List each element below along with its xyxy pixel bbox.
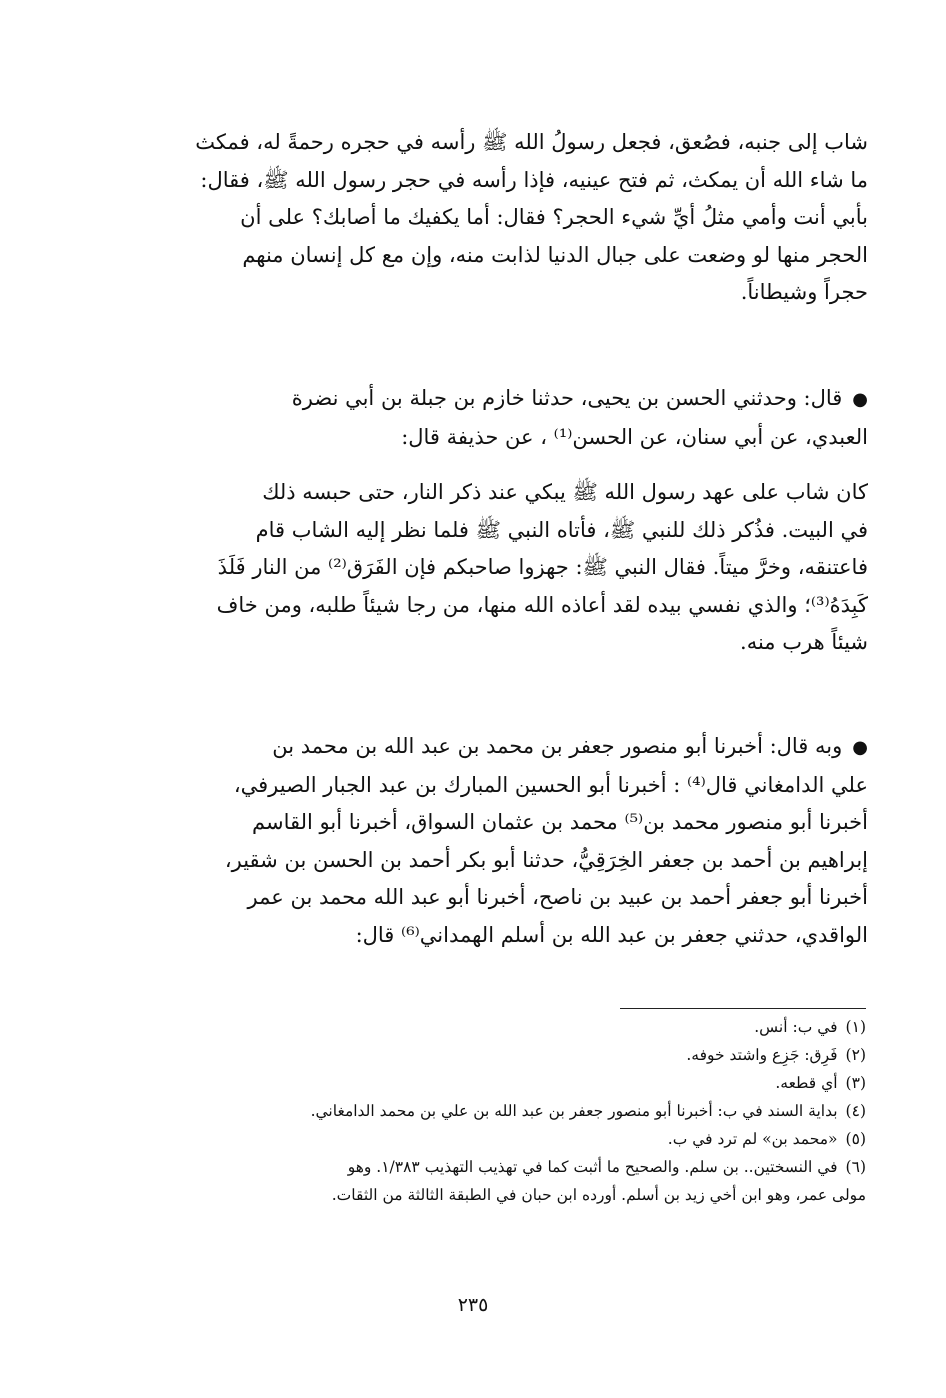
footnote-number: (٢): [845, 1046, 866, 1064]
paragraph-line: [138, 728, 868, 767]
paragraph-3: [138, 474, 868, 662]
footnote-2: [138, 1041, 866, 1069]
footnote-number: (٥): [845, 1130, 866, 1148]
paragraph-line-text: وبه قال: أخبرنا أبو منصور جعفر بن محمد بن عبد الله بن محمد بن: [272, 734, 843, 758]
paragraph-line: [138, 380, 868, 419]
paragraph-line: أخبرنا أبو منصور محمد بن⁽⁵⁾ محمد بن عثمان السواق، أخبرنا أبو القاسم: [252, 810, 868, 834]
paragraph-line: كَبِدَهُ⁽³⁾؛ والذي نفسي بيده لقد أعاذه الله منها، من رجا شيئاً طلبه، ومن خاف: [216, 592, 868, 617]
paragraph-line: ما شاء الله أن يمكث، ثم فتح عينيه، فإذا رأسه في حجر رسول الله ﷺ، فقال:: [200, 167, 868, 192]
paragraph-line: شيئاً هرب منه.: [740, 630, 868, 654]
footnote-text: فَرِق: جَزِع واشتد خوفه.: [686, 1046, 838, 1064]
footnote-number: (١): [845, 1018, 866, 1036]
footnote-number: (٣): [845, 1074, 866, 1092]
footnote-5: [138, 1125, 866, 1153]
paragraph-line: كان شاب على عهد رسول الله ﷺ يبكي عند ذكر النار، حتى حبسه ذلك: [262, 480, 868, 504]
paragraph-line: العبدي، عن أبي سنان، عن الحسن⁽¹⁾ ، عن حذيفة قال:: [401, 424, 868, 449]
footnote-text: في النسختين.. بن سلم. والصحيح ما أثبت كما في تهذيب التهذيب ١/٣٨٣. وهو: [347, 1158, 838, 1176]
footnote-text: مولى عمر، وهو ابن أخي زيد بن أسلم. أورده ابن حبان في الطبقة الثالثة من الثقات.: [331, 1186, 866, 1204]
paragraph-2: [138, 380, 868, 456]
paragraph-4: [138, 728, 868, 954]
footnotes: [138, 1013, 866, 1209]
paragraph-line: فاعتنقه، وخرَّ ميتاً. فقال النبي ﷺ: جهزوا صاحبكم فإن الفَرَق⁽²⁾ من النار فَلَذَ: [217, 555, 868, 579]
footnote-3: [138, 1069, 866, 1097]
paragraph-line: في البيت. فذُكر ذلك للنبي ﷺ، فأتاه النبي ﷺ فلما نظر إليه الشاب قام: [255, 517, 868, 542]
paragraph-line: علي الدامغاني قال⁽⁴⁾ : أخبرنا أبو الحسين المبارك بن عبد الجبار الصيرفي،: [233, 772, 868, 797]
paragraph-1: [138, 124, 868, 312]
footnote-text: أي قطعه.: [775, 1074, 838, 1092]
footnote-text: «محمد بن» لم ترد في ب.: [667, 1130, 838, 1148]
paragraph-line: الواقدي، حدثني جعفر بن عبد الله بن أسلم الهمداني⁽⁶⁾ قال:: [355, 922, 868, 947]
bullet-icon: ●: [852, 737, 868, 758]
paragraph-line: إبراهيم بن أحمد بن جعفر الخِرَقِيُّ، حدثنا أبو بكر أحمد بن الحسن بن شقير،: [224, 847, 868, 872]
paragraph-line: أخبرنا أبو جعفر أحمد بن عبيد بن ناصح، أخبرنا أبو عبد الله محمد بن عمر: [247, 885, 868, 909]
bullet-icon: ●: [852, 389, 868, 410]
paragraph-line: الحجر منها لو وضعت على جبال الدنيا لذابت منه، وإن مع كل إنسان منهم: [242, 242, 868, 267]
footnote-number: (٦): [845, 1158, 866, 1176]
page-number: ٢٣٥: [457, 1294, 489, 1316]
paragraph-line: شاب إلى جنبه، فصُعق، فجعل رسولُ الله ﷺ رأسه في حجره رحمةً له، فمكث: [195, 130, 868, 154]
paragraph-line: حجراً وشيطاناً.: [740, 280, 868, 304]
footnote-separator: [620, 1008, 866, 1009]
paragraph-line: بأبي أنت وأمي مثلُ أيِّ شيء الحجر؟ فقال: أما يكفيك ما أصابك؟ على أن: [240, 205, 868, 229]
footnote-number: (٤): [845, 1102, 866, 1120]
footnote-6-continued: [138, 1181, 866, 1209]
footnote-1: [138, 1013, 866, 1041]
footnote-4: [138, 1097, 866, 1125]
footnote-6: [138, 1153, 866, 1181]
footnote-text: في ب: أنس.: [754, 1018, 838, 1036]
footnote-text: بداية السند في ب: أخبرنا أبو منصور جعفر بن عبد الله بن علي بن محمد الدامغاني.: [310, 1102, 838, 1120]
paragraph-line-text: قال: وحدثني الحسن بن يحيى، حدثنا خازم بن جبلة بن أبي نضرة: [291, 386, 843, 410]
